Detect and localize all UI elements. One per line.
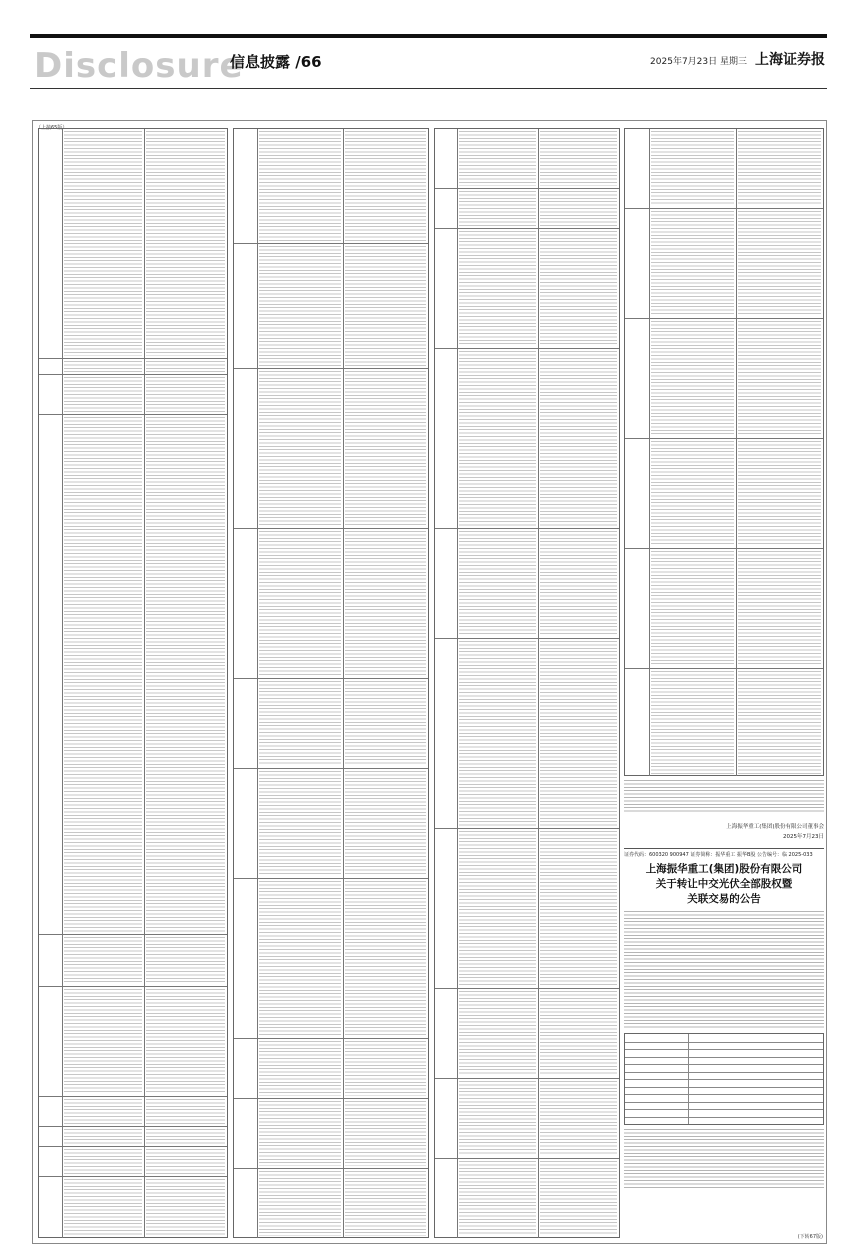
amendment-table: [233, 128, 429, 1238]
announcement-title: [624, 862, 824, 907]
issue-date: 2025年7月23日 星期三: [650, 57, 747, 67]
table-row: [435, 989, 619, 1079]
table-row: [625, 439, 823, 549]
table-row: [39, 359, 227, 375]
table-row: [435, 529, 619, 639]
table-row: [435, 829, 619, 989]
table-row: [234, 1169, 428, 1238]
announcement-date: 2025年7月23日: [783, 834, 824, 840]
table-row: [234, 244, 428, 369]
table-row: [39, 1177, 227, 1238]
table-column-3: [434, 128, 620, 1238]
table-row: [39, 375, 227, 415]
amendment-table: [38, 128, 228, 1238]
stock-code-line: 证券代码：600320 900947 证券简称：振华重工 振华B股 公告编号：临 2025-033: [624, 848, 824, 858]
table-row: [39, 935, 227, 987]
disclosure-logo: Disclosure: [34, 46, 244, 86]
table-row: [435, 229, 619, 349]
newspaper-brand: 上海证券报: [755, 52, 825, 68]
table-row: [234, 529, 428, 679]
section-title: 信息披露 /66: [230, 53, 322, 71]
masthead-divider: [30, 88, 827, 89]
table-row: [234, 769, 428, 879]
continued-from-label: （上接65版）: [36, 125, 68, 131]
announcement-org: 上海振华重工(集团)股份有限公司董事会: [726, 824, 824, 830]
table-row: [234, 879, 428, 1039]
announcement-block: [624, 780, 824, 1235]
table-row: [234, 369, 428, 529]
title-line-3: 关联交易的公告: [687, 893, 761, 905]
top-rule: [30, 34, 827, 38]
announcement-preamble: [624, 780, 824, 814]
table-row: [39, 129, 227, 359]
table-row: [39, 1097, 227, 1127]
table-row: [625, 129, 823, 209]
title-line-2: 关于转让中交光伏全部股权暨: [655, 878, 793, 890]
table-row: [234, 1039, 428, 1099]
table-row: [625, 319, 823, 439]
table-row: [435, 1079, 619, 1159]
table-row: [234, 129, 428, 244]
title-line-1: 上海振华重工(集团)股份有限公司: [645, 863, 803, 875]
table-row: [625, 549, 823, 669]
table-row: [625, 669, 823, 776]
table-row: [234, 1099, 428, 1169]
table-row: [39, 987, 227, 1097]
amendment-table: [434, 128, 620, 1238]
table-row: [435, 639, 619, 829]
continued-to-label: (下转67版): [797, 1234, 823, 1240]
table-column-1: [38, 128, 228, 1238]
table-row: [435, 349, 619, 529]
counterparty-table: [624, 1033, 824, 1125]
table-column-2: [233, 128, 429, 1238]
table-row: [39, 415, 227, 935]
announcement-body: [624, 911, 824, 1029]
announcement-body-continued: [624, 1129, 824, 1189]
table-row: [435, 129, 619, 189]
table-row: [435, 1159, 619, 1238]
table-row: [39, 1147, 227, 1177]
amendment-table: [624, 128, 824, 776]
table-row: [234, 679, 428, 769]
table-row: [625, 209, 823, 319]
masthead: [30, 40, 827, 86]
table-column-4: [624, 128, 824, 776]
table-row: [435, 189, 619, 229]
table-row: [39, 1127, 227, 1147]
